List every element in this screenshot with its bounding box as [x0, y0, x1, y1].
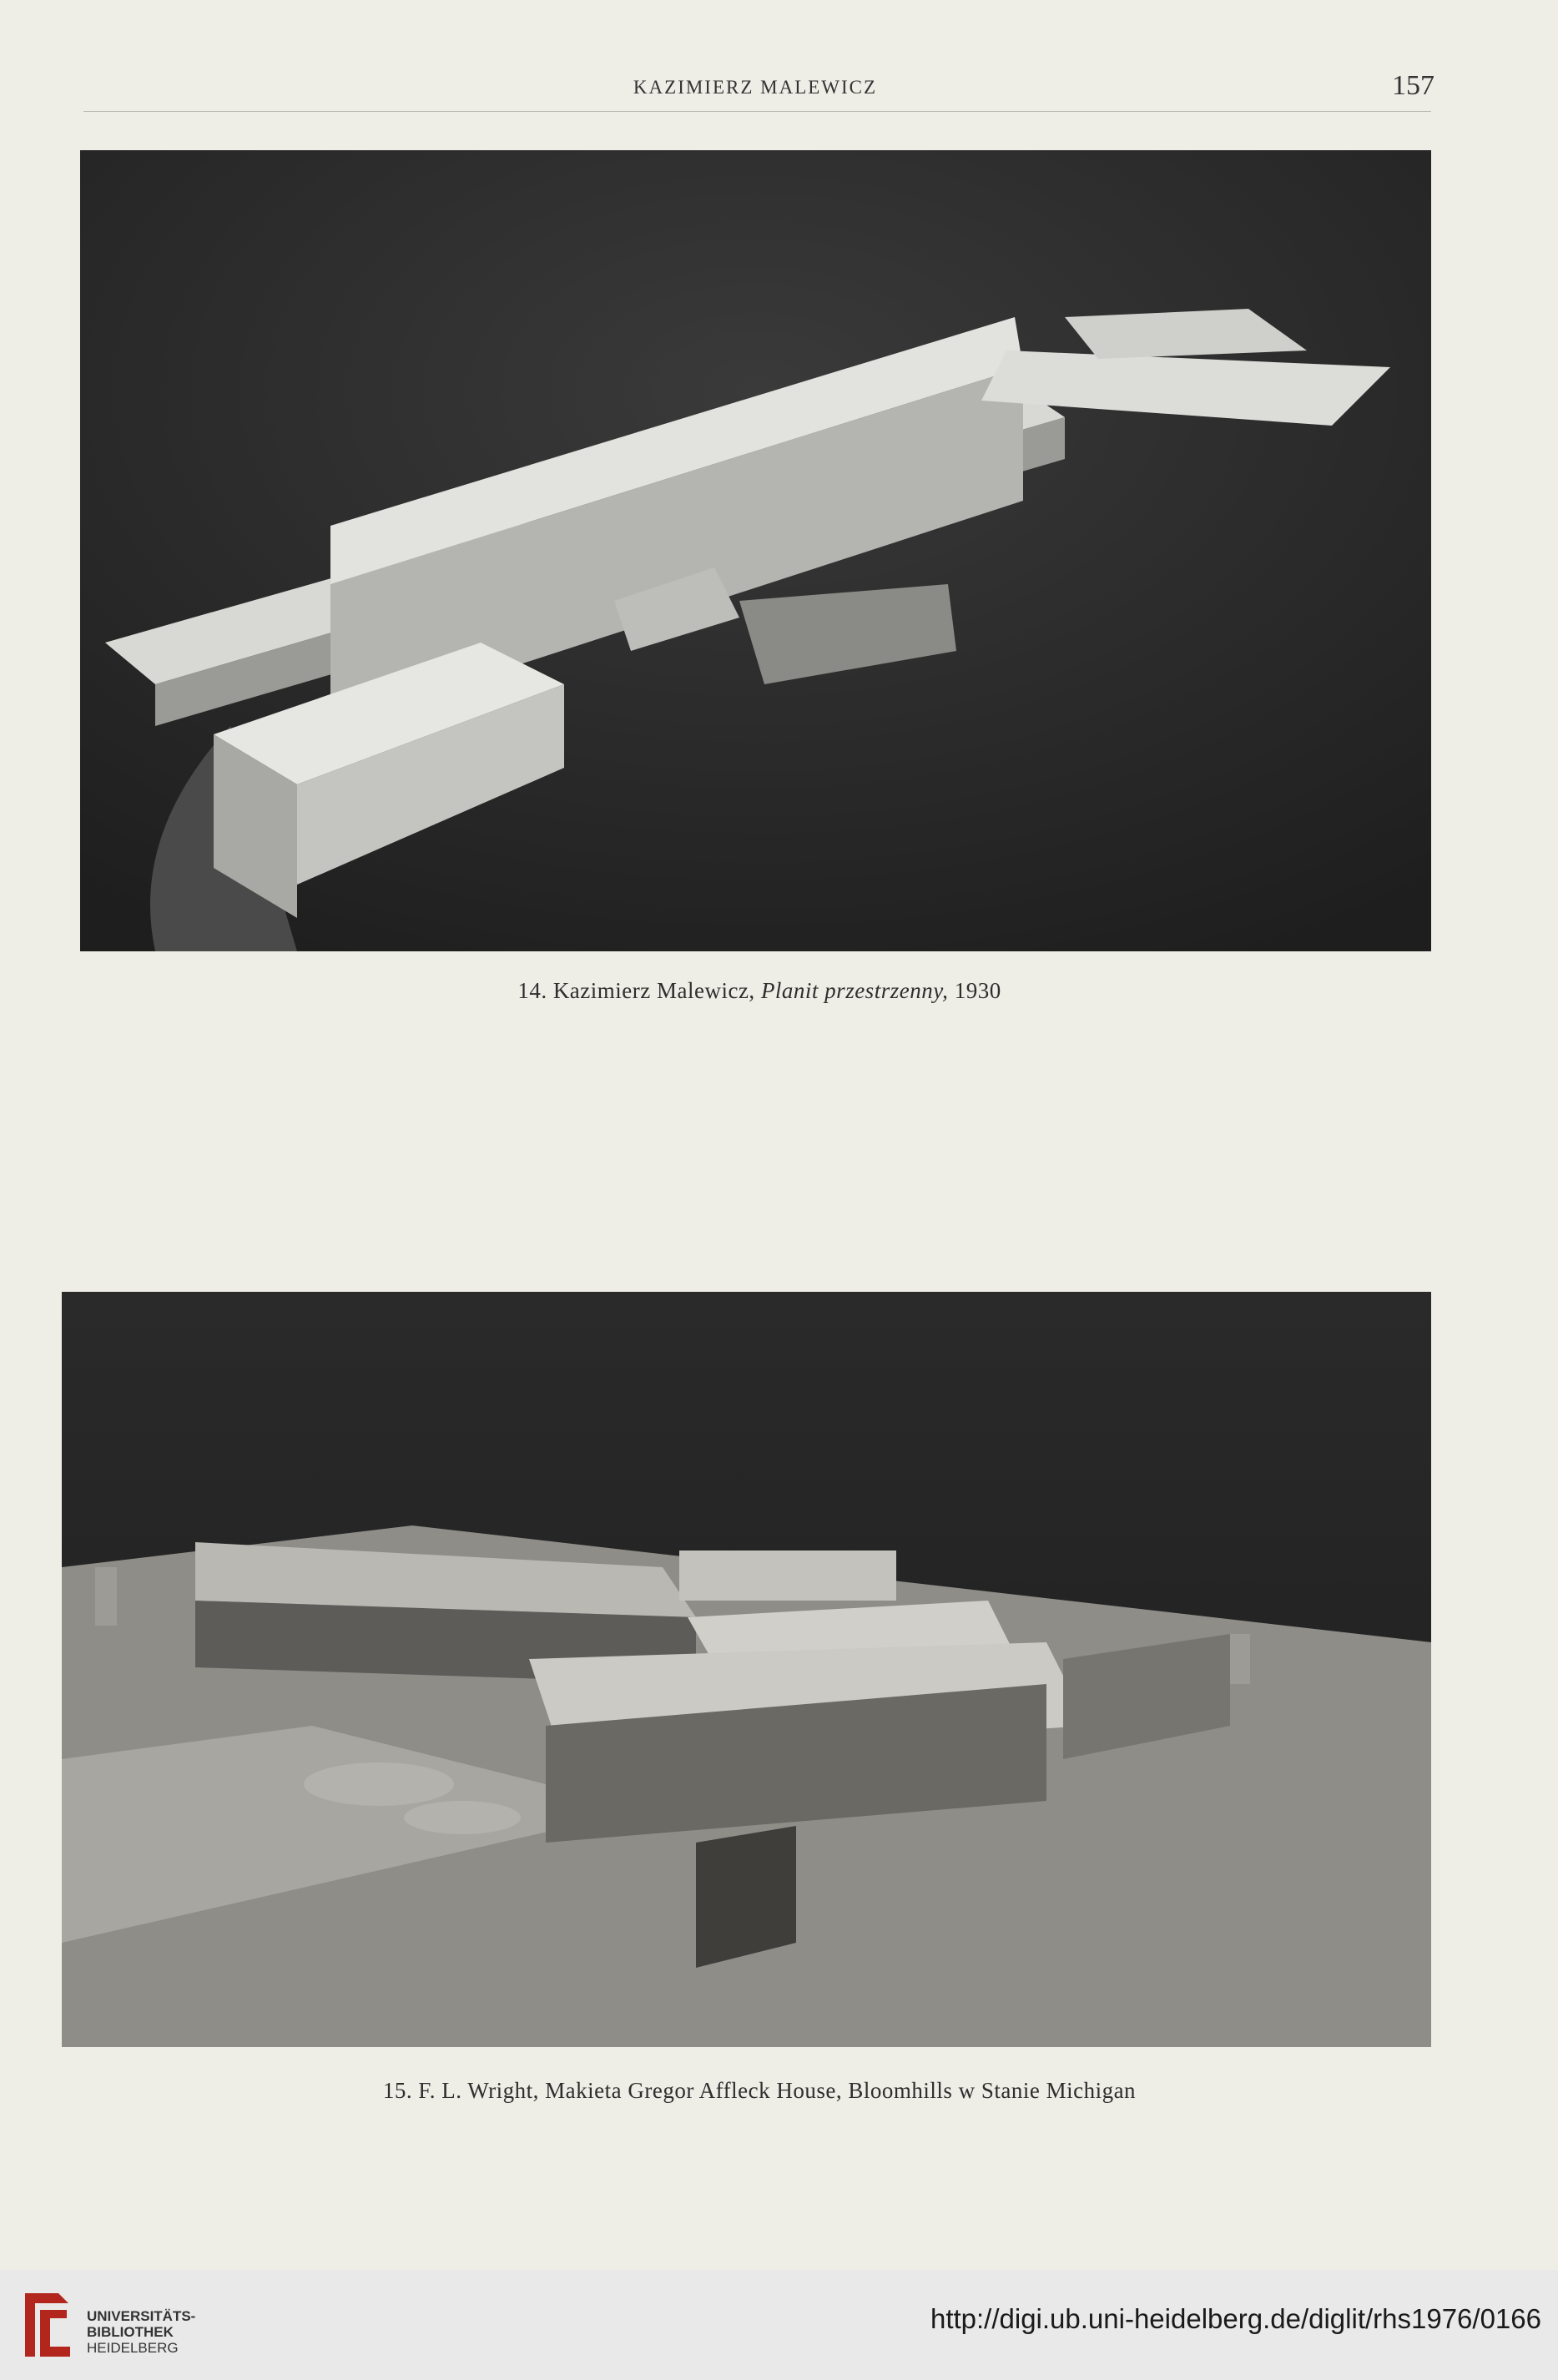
- figure-14-number: 14.: [517, 978, 547, 1003]
- figure-14-caption: [0, 978, 1519, 1004]
- figure-15-photograph: [62, 1292, 1431, 2047]
- figure-14-title: Planit przestrzenny,: [760, 978, 949, 1003]
- permalink-url[interactable]: http://digi.ub.uni-heidelberg.de/diglit/rhs1976/0166: [930, 2303, 1541, 2334]
- digitization-footer: [0, 2270, 1558, 2380]
- page-number: 157: [1392, 70, 1434, 101]
- figure-14-year: 1930: [954, 978, 1001, 1003]
- running-head: KAZIMIERZ MALEWICZ: [633, 77, 878, 98]
- header-rule: [83, 111, 1431, 112]
- library-name: UNIVERSITÄTS- BIBLIOTHEK HEIDELBERG: [87, 2308, 196, 2356]
- figure-14-author: Kazimierz Malewicz,: [552, 978, 755, 1003]
- heidelberg-library-logo-icon: [17, 2285, 77, 2365]
- figure-15-caption: 15. F. L. Wright, Makieta Gregor Affleck House, Bloomhills w Stanie Michigan: [382, 2078, 1137, 2103]
- figure-14-photograph: [80, 150, 1431, 951]
